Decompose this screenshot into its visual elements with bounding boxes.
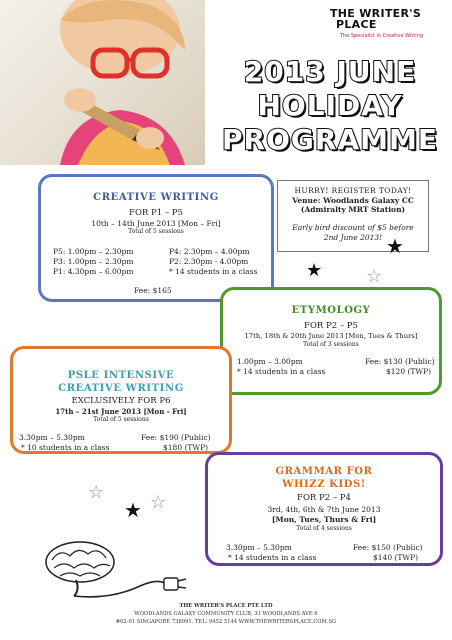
psle-title-line2: CREATIVE WRITING	[58, 383, 184, 394]
headline-line1: 2013 JUNE	[243, 55, 417, 88]
grammar-fee-twp: $140 (TWP)	[373, 553, 419, 562]
discount-text-2: 2nd June 2013!	[323, 233, 383, 242]
cw-slot-p4: P4: 2.30pm – 4.00pm	[169, 247, 250, 256]
brain-icon	[46, 542, 114, 596]
star-icon: ★	[124, 498, 142, 522]
etymology-for: FOR P2 – P5	[304, 321, 358, 331]
grammar-dates-line2: [Mon, Tues, Thurs & Fri]	[271, 515, 377, 524]
grammar-dates-line1: 3rd, 4th, 6th & 7th June 2013	[267, 505, 381, 514]
etymology-fee-public: Fee: $130 (Public)	[365, 357, 435, 366]
creative-writing-title: CREATIVE WRITING	[93, 192, 219, 203]
grammar-sessions: Total of 4 sessions	[296, 525, 352, 532]
etymology-fee-twp: $120 (TWP)	[386, 367, 432, 376]
brain-plug-illustration	[40, 538, 190, 600]
cw-class-size: * 14 students in a class	[169, 267, 258, 276]
etymology-title: ETYMOLOGY	[291, 305, 371, 316]
footer-company: THE WRITER'S PLACE PTE LTD	[179, 603, 273, 609]
etymology-dates: 17th, 18th & 20th June 2013 [Mon, Tues & Thurs]	[244, 332, 418, 340]
headline-line2: HOLIDAY	[257, 89, 403, 122]
venue-text: Venue: Woodlands Galaxy CC	[292, 196, 414, 205]
headline	[210, 55, 450, 157]
cw-fee: Fee: $165	[134, 286, 172, 295]
psle-class-size: * 10 students in a class	[21, 443, 110, 452]
creative-writing-for: FOR P1 – P5	[129, 208, 183, 218]
psle-sessions: Total of 5 sessions	[93, 416, 149, 423]
star-outline-icon: ☆	[150, 492, 167, 513]
psle-for: EXCLUSIVELY FOR P6	[71, 396, 171, 406]
psle-title-line1: PSLE INTENSIVE	[67, 370, 175, 381]
cw-slot-p5: P5: 1.00pm – 2.30pm	[53, 247, 134, 256]
headline-line3: PROGRAMME	[222, 123, 438, 156]
psle-panel	[10, 346, 232, 454]
logo-tagline: The Specialist in Creative Writing	[340, 33, 424, 39]
station-text: (Admiralty MRT Station)	[300, 205, 406, 214]
psle-time: 3.30pm – 5.30pm	[19, 433, 85, 442]
plug-icon	[164, 578, 186, 590]
logo-title-line2: PLACE	[336, 18, 377, 31]
logo-title-line1: THE WRITER'S	[330, 7, 422, 20]
footer-address: WOODLANDS GALAXY COMMUNITY CLUB, 31 WOODLANDS AVE 6	[134, 611, 318, 617]
logo-title	[330, 8, 448, 30]
grammar-fee-public: Fee: $150 (Public)	[353, 543, 423, 552]
etymology-time: 1.00pm – 3.00pm	[237, 357, 303, 366]
psle-fee-twp: $180 (TWP)	[163, 443, 209, 452]
grammar-title-line2: WHIZZ KIDS!	[282, 479, 366, 490]
etymology-class-size: * 14 students in a class	[237, 367, 326, 376]
grammar-panel	[205, 452, 443, 566]
star-outline-icon: ☆	[88, 482, 105, 503]
register-notice-box	[277, 180, 429, 252]
star-icon: ★	[306, 260, 323, 281]
cw-slot-p2: P2: 2.30pm - 4.00pm	[169, 257, 249, 266]
etymology-panel	[220, 287, 442, 395]
grammar-class-size: * 14 students in a class	[228, 553, 317, 562]
footer-contact: #02-01 SINGAPORE 738991. TEL: 9452 5144 WWW.THEWRITERSPLACE.COM.SG	[115, 619, 337, 625]
grammar-for: FOR P2 – P4	[297, 493, 351, 503]
creative-writing-dates: 10th – 14th June 2013 [Mon – Fri]	[91, 219, 221, 228]
cw-slot-p1: P1: 4.30pm – 6.00pm	[53, 267, 134, 276]
creative-writing-panel	[38, 174, 274, 302]
grammar-time: 3.30pm – 5.30pm	[226, 543, 292, 552]
psle-dates: 17th – 21st June 2013 [Mon - Fri]	[55, 407, 187, 416]
child-photo	[0, 0, 205, 165]
grammar-title-line1: GRAMMAR FOR	[275, 466, 373, 477]
creative-writing-sessions: Total of 5 sessions	[128, 228, 184, 235]
discount-text-1: Early bird discount of $5 before	[292, 223, 414, 232]
cable-icon	[74, 581, 166, 596]
cw-slot-p3: P3: 1.00pm – 2.30pm	[53, 257, 134, 266]
register-today-text: HURRY! REGISTER TODAY!	[294, 186, 412, 195]
child-illustration	[0, 0, 205, 165]
star-icon: ★	[386, 234, 404, 258]
psle-fee-public: Fee: $190 (Public)	[141, 433, 211, 442]
star-outline-icon: ☆	[366, 266, 383, 287]
etymology-sessions: Total of 3 sessions	[303, 341, 359, 348]
